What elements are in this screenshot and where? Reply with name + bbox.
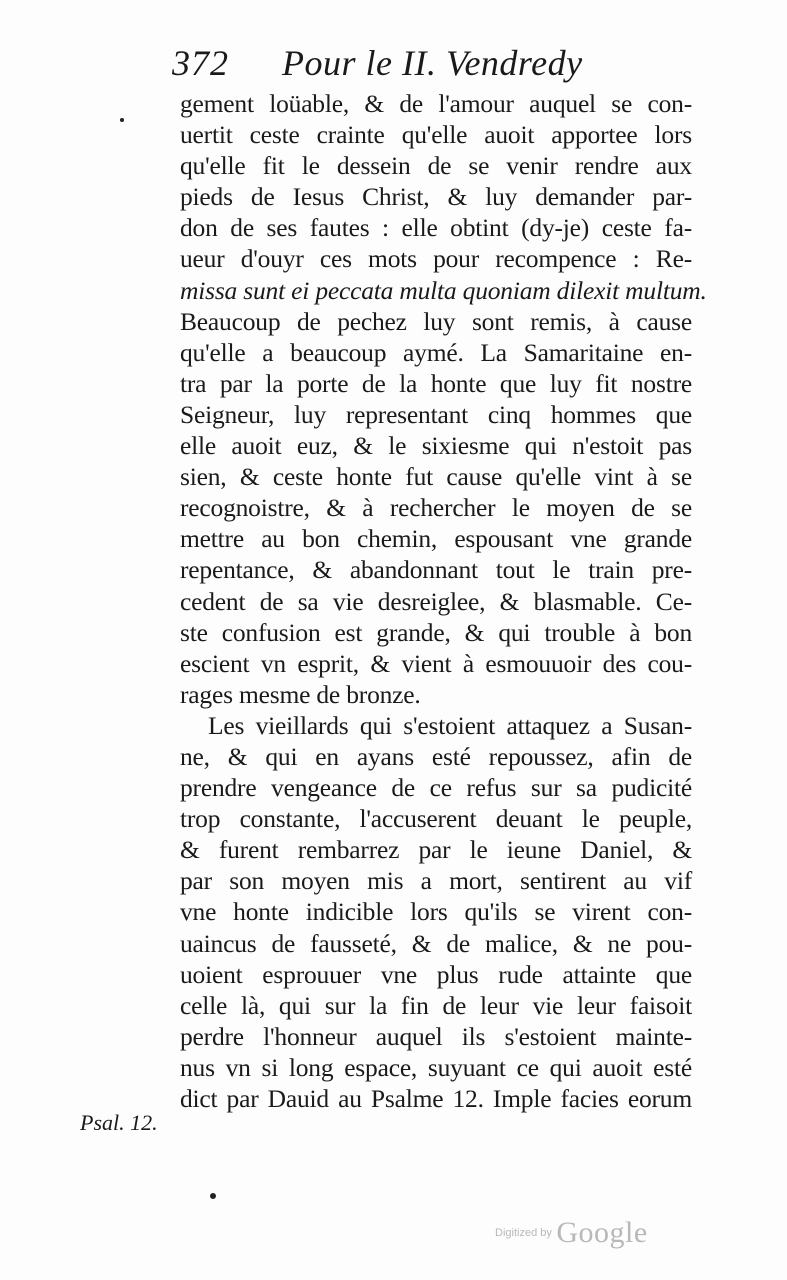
- text-line: dict par Dauid au Psalme 12. Imple facies eorum: [180, 1084, 692, 1113]
- running-title: Pour le II. Vendredy: [282, 43, 583, 83]
- text-line: & furent rembarrez par le ieune Daniel, &: [180, 835, 692, 865]
- text-line: mettre au bon chemin, espousant vne grande: [180, 524, 692, 554]
- text-line: repentance, & abandonnant tout le train pre-: [180, 555, 692, 585]
- watermark-prefix: Digitized by: [495, 1227, 552, 1239]
- digitized-watermark: [495, 1216, 648, 1250]
- text-line: recognoistre, & à rechercher le moyen de se: [180, 493, 692, 523]
- text-line: qu'elle fit le dessein de se venir rendre aux: [180, 151, 692, 181]
- text-line: tra par la porte de la honte que luy fit nostre: [180, 368, 692, 398]
- text-line: pieds de Iesus Christ, & luy demander par-: [180, 182, 692, 212]
- text-line: perdre l'honneur auquel ils s'estoient mainte-: [180, 1021, 692, 1051]
- text-line: trop constante, l'accuserent deuant le peuple,: [180, 804, 692, 834]
- paragraph-start-line: Les vieillards qui s'estoient attaquez a Susan-: [208, 710, 692, 740]
- text-line: escient vn esprit, & vient à esmouuoir des cou-: [180, 648, 692, 678]
- text-line: ueur d'ouyr ces mots pour recompence : Re-: [180, 244, 692, 274]
- body-text: [180, 88, 707, 1114]
- text-line: don de ses fautes : elle obtint (dy-je) ceste fa-: [180, 213, 692, 243]
- text-line: vne honte indicible lors qu'ils se virent con-: [180, 897, 692, 927]
- ink-speck: [120, 118, 124, 122]
- text-line: ne, & qui en ayans esté repoussez, afin de: [180, 741, 692, 771]
- page-header: [172, 42, 612, 86]
- text-line: Beaucoup de pechez luy sont remis, à cause: [180, 306, 692, 336]
- latin-quote-line: missa sunt ei peccata multa quoniam dilexit multum.: [180, 275, 707, 305]
- text-line: Seigneur, luy representant cinq hommes que: [180, 399, 692, 429]
- text-line: elle auoit euz, & le sixiesme qui n'estoit pas: [180, 431, 692, 461]
- text-line: prendre vengeance de ce refus sur sa pudicité: [180, 773, 692, 803]
- google-logo: Google: [556, 1216, 648, 1249]
- text-line: nus vn si long espace, suyuant ce qui auoit esté: [180, 1052, 692, 1082]
- text-line: qu'elle a beaucoup aymé. La Samaritaine en-: [180, 337, 692, 367]
- text-line: sien, & ceste honte fut cause qu'elle vint à se: [180, 462, 692, 492]
- text-line: par son moyen mis a mort, sentirent au vif: [180, 866, 692, 896]
- text-line: ste confusion est grande, & qui trouble à bon: [180, 617, 692, 647]
- text-line: uertit ceste crainte qu'elle auoit apportee lors: [180, 120, 692, 150]
- text-line: rages mesme de bronze.: [180, 679, 421, 709]
- text-line: cedent de sa vie desreiglee, & blasmable. Ce-: [180, 586, 692, 616]
- text-line: uoient esprouuer vne plus rude attainte que: [180, 959, 692, 989]
- text-line: uaincus de fausseté, & de malice, & ne pou-: [180, 928, 692, 958]
- ink-speck: [210, 1193, 216, 1199]
- text-line: gement loüable, & de l'amour auquel se con-: [180, 89, 692, 118]
- text-line: celle là, qui sur la fin de leur vie leur faisoit: [180, 990, 692, 1020]
- page-number: 372: [172, 43, 229, 83]
- margin-note: Psal. 12.: [80, 1110, 158, 1135]
